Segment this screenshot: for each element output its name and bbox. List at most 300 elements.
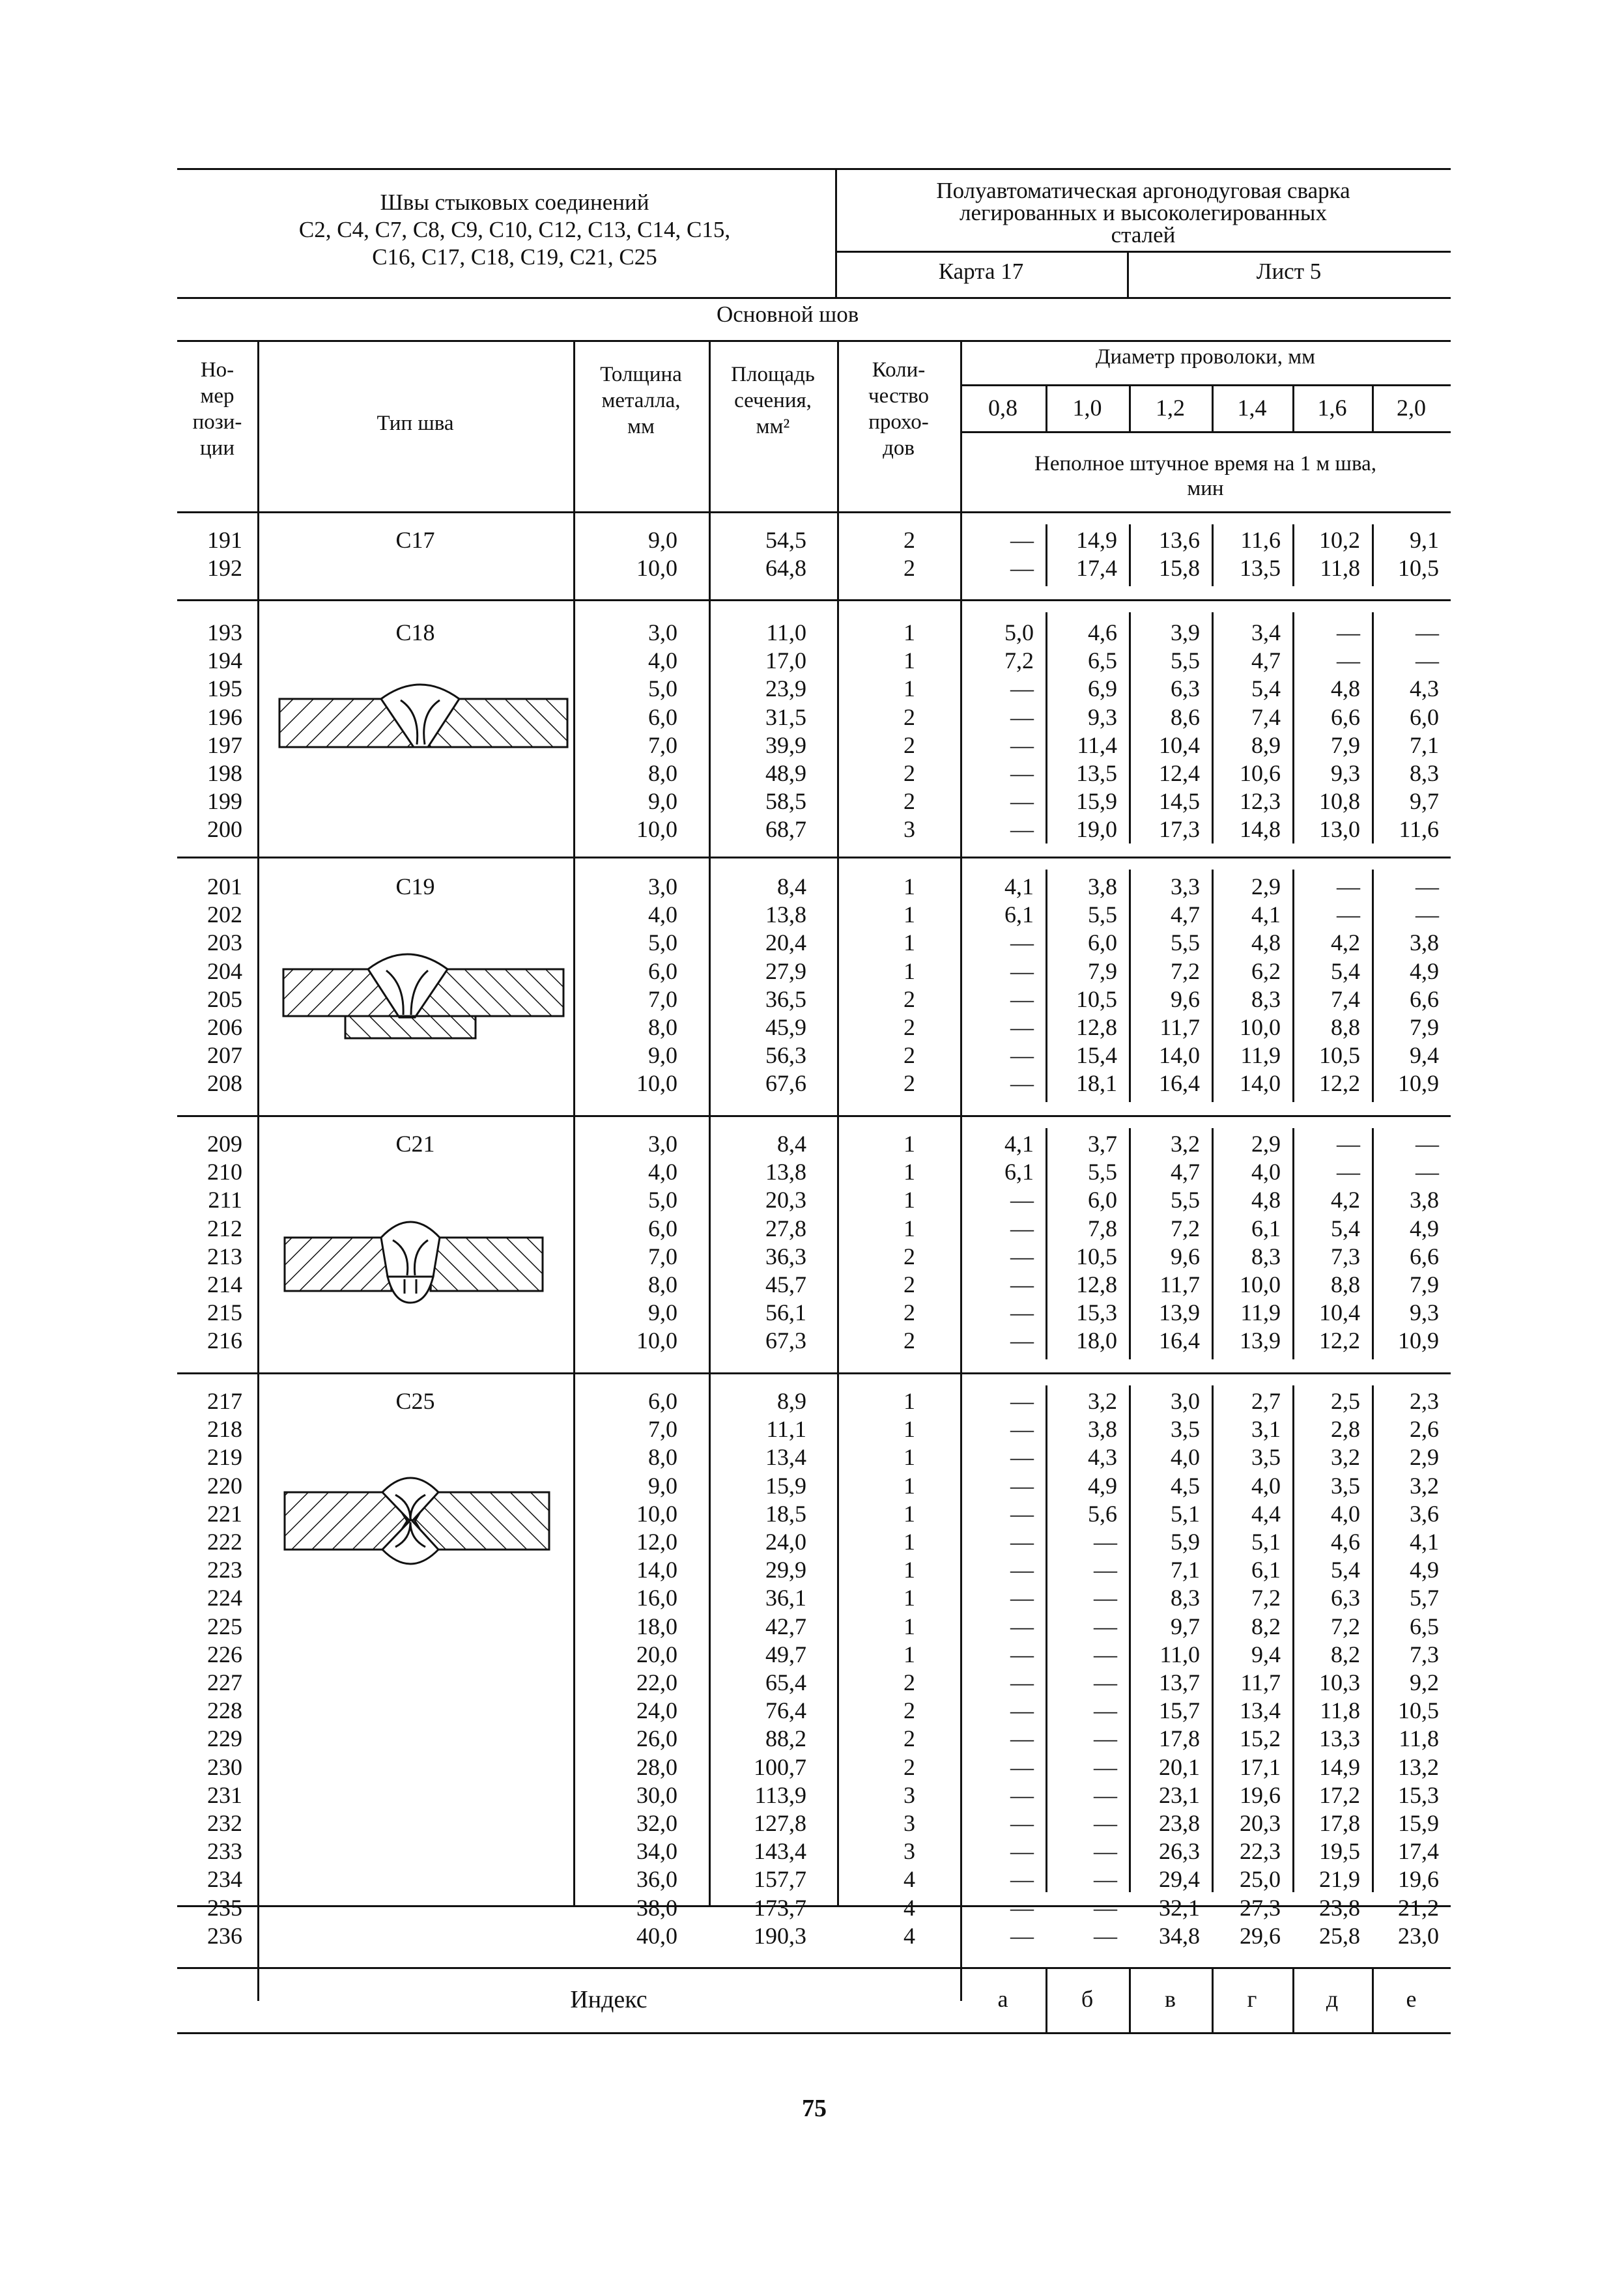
area-cell: 56,1 (765, 1299, 806, 1326)
area-cell: 17,0 (765, 647, 806, 674)
time-cell: — (1010, 527, 1034, 553)
time-cell: 7,9 (1331, 731, 1360, 758)
time-cell: 23,0 (1398, 1922, 1439, 1949)
time-cell: 11,7 (1160, 1271, 1200, 1297)
position-header-line: ции (200, 436, 235, 460)
diameter-header: Диаметр проволоки, мм (1096, 345, 1315, 369)
passes-header-line: дов (883, 436, 915, 460)
time-cell: 13,9 (1240, 1327, 1281, 1354)
thickness-cell: 38,0 (636, 1894, 677, 1921)
time-cell: 3,5 (1171, 1416, 1200, 1443)
position-cell: 210 (207, 1159, 242, 1185)
time-column-separator (1212, 1128, 1214, 1359)
time-column-separator (1292, 1385, 1294, 1892)
section-title: Основной шов (717, 302, 859, 327)
time-cell: 3,5 (1331, 1472, 1360, 1499)
time-cell: — (1094, 1613, 1117, 1639)
area-cell: 36,3 (765, 1243, 806, 1269)
passes-cell: 2 (903, 760, 915, 786)
time-cell: 5,5 (1171, 1187, 1200, 1213)
time-cell: 3,8 (1410, 929, 1439, 956)
time-cell: 20,3 (1240, 1810, 1281, 1836)
thickness-cell: 7,0 (648, 1243, 677, 1269)
area-cell: 23,9 (765, 675, 806, 702)
time-column-separator (1129, 870, 1131, 1102)
passes-cell: 1 (903, 1187, 915, 1213)
header-right-line1: Полуавтоматическая аргонодуговая сварка (936, 178, 1350, 203)
time-cell: 3,0 (1171, 1388, 1200, 1414)
time-column-separator (1212, 524, 1214, 586)
time-cell: 4,7 (1251, 647, 1281, 674)
time-cell: — (1010, 1042, 1034, 1069)
time-cell: — (1010, 929, 1034, 956)
time-cell: 14,0 (1240, 1070, 1281, 1097)
time-cell: 6,6 (1410, 985, 1439, 1012)
passes-cell: 2 (903, 1243, 915, 1269)
time-cell: 4,7 (1171, 1159, 1200, 1185)
time-cell: 8,3 (1410, 760, 1439, 786)
thickness-cell: 22,0 (636, 1669, 677, 1695)
time-cell: 10,9 (1398, 1327, 1439, 1354)
time-cell: 7,2 (1171, 1215, 1200, 1241)
time-cell: — (1010, 1753, 1034, 1780)
area-cell: 76,4 (765, 1697, 806, 1724)
time-cell: 5,6 (1088, 1500, 1117, 1527)
time-cell: — (1094, 1781, 1117, 1808)
time-cell: 11,7 (1160, 1014, 1200, 1040)
time-cell: — (1337, 619, 1360, 645)
time-cell: 11,6 (1240, 527, 1281, 553)
time-cell: 29,6 (1240, 1922, 1281, 1949)
passes-cell: 1 (903, 1500, 915, 1527)
time-cell: 3,8 (1088, 873, 1117, 900)
time-cell: 9,4 (1251, 1641, 1281, 1667)
position-cell: 205 (207, 985, 242, 1012)
time-cell: 15,4 (1076, 1042, 1117, 1069)
position-cell: 230 (207, 1753, 242, 1780)
thickness-cell: 8,0 (648, 1444, 677, 1471)
position-cell: 208 (207, 1070, 242, 1097)
time-cell: 2,9 (1410, 1444, 1439, 1471)
area-cell: 8,9 (777, 1388, 806, 1414)
time-cell: 15,7 (1159, 1697, 1200, 1724)
time-cell: 11,8 (1320, 555, 1360, 582)
weld-c19-diagram (277, 944, 570, 1055)
thickness-cell: 8,0 (648, 760, 677, 786)
time-cell: 9,7 (1171, 1613, 1200, 1639)
time-cell: — (1094, 1585, 1117, 1611)
time-cell: 8,2 (1331, 1641, 1360, 1667)
area-cell: 11,1 (766, 1416, 806, 1443)
position-cell: 207 (207, 1042, 242, 1069)
time-cell: 10,0 (1240, 1014, 1281, 1040)
time-column-separator (1292, 524, 1294, 586)
position-cell: 206 (207, 1014, 242, 1040)
time-cell: 3,1 (1251, 1416, 1281, 1443)
diameter-rule-top (960, 384, 1451, 386)
position-cell: 215 (207, 1299, 242, 1326)
thickness-cell: 5,0 (648, 929, 677, 956)
time-cell: 10,0 (1240, 1271, 1281, 1297)
time-cell: 4,8 (1251, 1187, 1281, 1213)
thickness-header-line: мм (627, 415, 655, 438)
time-cell: 15,9 (1398, 1810, 1439, 1836)
time-cell: 25,8 (1319, 1922, 1360, 1949)
time-cell: 13,6 (1159, 527, 1200, 553)
time-cell: 3,7 (1088, 1131, 1117, 1157)
time-column-separator (1129, 524, 1131, 586)
area-cell: 8,4 (777, 873, 806, 900)
diameter-value: 1,2 (1156, 395, 1185, 421)
time-cell: — (1010, 1215, 1034, 1241)
time-cell: 7,2 (1171, 957, 1200, 984)
thickness-cell: 24,0 (636, 1697, 677, 1724)
time-column-separator (1212, 612, 1214, 843)
passes-cell: 1 (903, 647, 915, 674)
table-body-bottom-rule (177, 1905, 1451, 1907)
passes-cell: 1 (903, 873, 915, 900)
index-value: д (1326, 1986, 1339, 2012)
time-cell: — (1010, 1557, 1034, 1583)
time-cell: 11,9 (1240, 1042, 1281, 1069)
time-cell: 2,5 (1331, 1388, 1360, 1414)
time-cell: — (1416, 901, 1439, 928)
passes-cell: 2 (903, 1042, 915, 1069)
column-header-bottom-rule (177, 511, 1451, 513)
header-right-line2: легированных и высоколегированных (960, 200, 1327, 225)
time-cell: 23,8 (1319, 1894, 1360, 1921)
position-cell: 233 (207, 1838, 242, 1865)
time-cell: 12,8 (1076, 1014, 1117, 1040)
thickness-header-line: металла, (601, 389, 681, 412)
time-cell: 4,9 (1410, 1557, 1439, 1583)
time-header-line2: мин (1187, 477, 1224, 500)
thickness-cell: 8,0 (648, 1271, 677, 1297)
time-cell: 16,4 (1159, 1070, 1200, 1097)
time-column-separator (1129, 1385, 1131, 1892)
time-cell: 25,0 (1240, 1866, 1281, 1893)
index-separator (1129, 1967, 1131, 2032)
time-cell: 7,1 (1171, 1557, 1200, 1583)
time-cell: 8,8 (1331, 1271, 1360, 1297)
time-cell: 8,6 (1171, 703, 1200, 730)
time-cell: — (1010, 1725, 1034, 1752)
thickness-cell: 6,0 (648, 957, 677, 984)
index-value: б (1081, 1986, 1094, 2012)
time-cell: 4,3 (1410, 675, 1439, 702)
time-cell: 6,6 (1410, 1243, 1439, 1269)
time-cell: 29,4 (1159, 1866, 1200, 1893)
position-header (177, 357, 257, 461)
area-cell: 27,8 (765, 1215, 806, 1241)
thickness-header-line: Толщина (600, 363, 682, 386)
time-cell: 11,0 (1160, 1641, 1200, 1667)
time-cell: 9,7 (1410, 788, 1439, 815)
area-cell: 27,9 (765, 957, 806, 984)
time-cell: 9,1 (1410, 527, 1439, 553)
time-cell: 11,8 (1320, 1697, 1360, 1724)
area-cell: 29,9 (765, 1557, 806, 1583)
time-cell: 13,4 (1240, 1697, 1281, 1724)
time-column-separator (1372, 1385, 1374, 1892)
position-cell: 229 (207, 1725, 242, 1752)
position-cell: 191 (207, 527, 242, 553)
position-cell: 224 (207, 1585, 242, 1611)
passes-cell: 2 (903, 703, 915, 730)
time-cell: 17,4 (1076, 555, 1117, 582)
time-cell: 7,4 (1331, 985, 1360, 1012)
weld-c18-diagram (277, 674, 570, 765)
card-rule (835, 251, 1451, 253)
passes-header (837, 357, 960, 461)
time-cell: 19,5 (1319, 1838, 1360, 1865)
time-cell: 2,7 (1251, 1388, 1281, 1414)
position-cell: 211 (208, 1187, 242, 1213)
thickness-cell: 30,0 (636, 1781, 677, 1808)
passes-cell: 2 (903, 1753, 915, 1780)
time-cell: 3,2 (1088, 1388, 1117, 1414)
time-cell: — (1094, 1753, 1117, 1780)
position-cell: 217 (207, 1388, 242, 1414)
area-cell: 113,9 (754, 1781, 806, 1808)
time-cell: 23,1 (1159, 1781, 1200, 1808)
position-cell: 222 (207, 1529, 242, 1555)
weld-type-label: С21 (395, 1131, 435, 1157)
time-cell: — (1010, 1271, 1034, 1297)
time-cell: 5,4 (1331, 957, 1360, 984)
time-cell: 3,9 (1171, 619, 1200, 645)
passes-cell: 2 (903, 527, 915, 553)
time-cell: 27,3 (1240, 1894, 1281, 1921)
thickness-cell: 10,0 (636, 555, 677, 582)
thickness-cell: 20,0 (636, 1641, 677, 1667)
time-cell: — (1010, 1585, 1034, 1611)
area-cell: 173,7 (754, 1894, 806, 1921)
time-cell: 4,1 (1410, 1529, 1439, 1555)
time-cell: — (1010, 1070, 1034, 1097)
passes-cell: 1 (903, 1444, 915, 1471)
time-cell: — (1010, 1299, 1034, 1326)
area-cell: 45,9 (765, 1014, 806, 1040)
time-column-separator (1372, 524, 1374, 586)
weld-type-label: С25 (395, 1388, 435, 1414)
passes-cell: 1 (903, 1215, 915, 1241)
position-cell: 194 (207, 647, 242, 674)
time-cell: 10,8 (1319, 788, 1360, 815)
time-cell: 8,9 (1251, 731, 1281, 758)
area-header-line: мм² (756, 415, 790, 438)
position-cell: 221 (207, 1500, 242, 1527)
time-cell: — (1094, 1725, 1117, 1752)
diameter-value: 1,0 (1072, 395, 1102, 421)
time-cell: 2,8 (1331, 1416, 1360, 1443)
time-cell: 9,3 (1410, 1299, 1439, 1326)
time-cell: 7,1 (1410, 731, 1439, 758)
time-cell: 7,3 (1410, 1641, 1439, 1667)
time-cell: — (1010, 816, 1034, 843)
thickness-header (573, 361, 709, 440)
diameter-separator (1372, 384, 1374, 431)
time-cell: 4,0 (1251, 1159, 1281, 1185)
time-cell: — (1010, 1327, 1034, 1354)
time-cell: 5,5 (1088, 901, 1117, 928)
time-cell: — (1094, 1641, 1117, 1667)
time-cell: 19,6 (1240, 1781, 1281, 1808)
time-cell: 10,4 (1319, 1299, 1360, 1326)
thickness-cell: 16,0 (636, 1585, 677, 1611)
time-cell: 7,2 (1004, 647, 1034, 674)
time-cell: — (1010, 1781, 1034, 1808)
index-separator (1292, 1967, 1294, 2032)
time-cell: 4,0 (1331, 1500, 1360, 1527)
position-cell: 202 (207, 901, 242, 928)
index-top-rule (177, 1967, 1451, 1969)
time-cell: 13,0 (1319, 816, 1360, 843)
time-cell: — (1010, 1697, 1034, 1724)
time-cell: 8,3 (1171, 1585, 1200, 1611)
time-cell: 5,4 (1331, 1557, 1360, 1583)
area-cell: 15,9 (765, 1472, 806, 1499)
passes-cell: 4 (903, 1866, 915, 1893)
col-divider-1 (257, 340, 259, 2001)
time-cell: — (1337, 901, 1360, 928)
time-cell: — (1010, 1500, 1034, 1527)
time-cell: 3,4 (1251, 619, 1281, 645)
thickness-cell: 10,0 (636, 1327, 677, 1354)
area-cell: 36,1 (765, 1585, 806, 1611)
time-cell: 8,2 (1251, 1613, 1281, 1639)
diameter-separator (1212, 384, 1214, 431)
time-cell: 4,2 (1331, 929, 1360, 956)
time-cell: 6,3 (1171, 675, 1200, 702)
thickness-cell: 10,0 (636, 816, 677, 843)
time-cell: 18,1 (1076, 1070, 1117, 1097)
passes-cell: 2 (903, 1271, 915, 1297)
thickness-cell: 9,0 (648, 1472, 677, 1499)
position-cell: 218 (207, 1416, 242, 1443)
passes-cell: 3 (903, 1781, 915, 1808)
time-column-separator (1129, 612, 1131, 843)
area-header-line: Площадь (731, 363, 815, 386)
weld-c25-diagram (277, 1462, 570, 1573)
time-cell: 15,3 (1076, 1299, 1117, 1326)
area-cell: 88,2 (765, 1725, 806, 1752)
passes-header-line: Коли- (872, 358, 926, 382)
time-cell: — (1010, 675, 1034, 702)
area-cell: 13,4 (765, 1444, 806, 1471)
time-cell: 8,3 (1251, 1243, 1281, 1269)
area-cell: 20,4 (765, 929, 806, 956)
time-cell: 12,2 (1319, 1070, 1360, 1097)
time-cell: 10,2 (1319, 527, 1360, 553)
area-cell: 39,9 (765, 731, 806, 758)
time-cell: 4,6 (1088, 619, 1117, 645)
position-cell: 231 (207, 1781, 242, 1808)
index-label: Индекс (570, 1986, 647, 2013)
time-cell: 14,8 (1240, 816, 1281, 843)
time-cell: 6,1 (1251, 1557, 1281, 1583)
time-cell: 23,8 (1159, 1810, 1200, 1836)
area-cell: 45,7 (765, 1271, 806, 1297)
time-column-separator (1292, 870, 1294, 1102)
time-cell: — (1010, 1810, 1034, 1836)
area-cell: 56,3 (765, 1042, 806, 1069)
area-cell: 31,5 (765, 703, 806, 730)
time-cell: — (1416, 619, 1439, 645)
time-cell: 2,9 (1251, 873, 1281, 900)
area-cell: 68,7 (765, 816, 806, 843)
passes-cell: 1 (903, 1529, 915, 1555)
time-cell: — (1010, 555, 1034, 582)
time-cell: 4,0 (1171, 1444, 1200, 1471)
time-cell: 3,2 (1331, 1444, 1360, 1471)
time-cell: — (1416, 647, 1439, 674)
diameter-value: 1,6 (1317, 395, 1347, 421)
area-cell: 100,7 (754, 1753, 806, 1780)
position-cell: 203 (207, 929, 242, 956)
passes-cell: 1 (903, 957, 915, 984)
time-cell: 10,5 (1398, 1697, 1439, 1724)
passes-cell: 1 (903, 675, 915, 702)
time-cell: 6,0 (1088, 929, 1117, 956)
time-column-separator (1212, 870, 1214, 1102)
time-cell: 11,4 (1077, 731, 1117, 758)
position-cell: 228 (207, 1697, 242, 1724)
time-cell: 12,2 (1319, 1327, 1360, 1354)
index-value: а (997, 1986, 1008, 2012)
top-rule (177, 168, 1451, 170)
thickness-cell: 5,0 (648, 675, 677, 702)
time-cell: 11,6 (1399, 816, 1439, 843)
thickness-cell: 10,0 (636, 1070, 677, 1097)
time-cell: 14,9 (1319, 1753, 1360, 1780)
time-column-separator (1212, 1385, 1214, 1892)
time-cell: — (1337, 873, 1360, 900)
time-column-separator (1372, 870, 1374, 1102)
thickness-cell: 3,0 (648, 873, 677, 900)
time-cell: 4,8 (1331, 675, 1360, 702)
time-cell: 4,8 (1251, 929, 1281, 956)
time-cell: 4,1 (1004, 1131, 1034, 1157)
time-cell: 22,3 (1240, 1838, 1281, 1865)
group-separator (177, 1115, 1451, 1117)
diameter-separator (1129, 384, 1131, 431)
area-cell: 13,8 (765, 901, 806, 928)
index-value: е (1406, 1986, 1417, 2012)
thickness-cell: 8,0 (648, 1014, 677, 1040)
time-cell: — (1010, 1838, 1034, 1865)
passes-cell: 2 (903, 1327, 915, 1354)
time-cell: 10,6 (1240, 760, 1281, 786)
group-separator (177, 1372, 1451, 1374)
time-cell: — (1094, 1697, 1117, 1724)
time-cell: 7,8 (1088, 1215, 1117, 1241)
time-cell: — (1094, 1894, 1117, 1921)
time-cell: 8,3 (1251, 985, 1281, 1012)
table-top-rule (177, 340, 1451, 342)
time-cell: 5,7 (1410, 1585, 1439, 1611)
position-cell: 193 (207, 619, 242, 645)
time-cell: 9,4 (1410, 1042, 1439, 1069)
time-cell: 6,1 (1251, 1215, 1281, 1241)
time-cell: 6,2 (1251, 957, 1281, 984)
time-cell: 4,9 (1410, 1215, 1439, 1241)
area-cell: 54,5 (765, 527, 806, 553)
time-cell: 10,5 (1319, 1042, 1360, 1069)
time-cell: — (1094, 1810, 1117, 1836)
area-cell: 64,8 (765, 555, 806, 582)
passes-header-line: чество (868, 384, 929, 408)
